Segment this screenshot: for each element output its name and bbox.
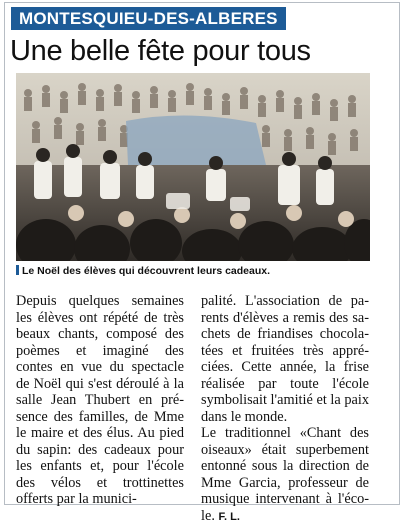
headline: Une belle fête pour tous bbox=[10, 35, 311, 67]
article-column-2 bbox=[201, 293, 369, 525]
caption-marker bbox=[16, 265, 19, 275]
article-column-1 bbox=[16, 293, 184, 508]
caption-text: Le Noël des élèves qui découvrent leurs cadeaux. bbox=[22, 265, 271, 277]
article-paragraph-chant bbox=[201, 425, 369, 525]
location-banner: MONTESQUIEU-DES-ALBERES bbox=[11, 7, 286, 30]
author-signature: F. L. bbox=[218, 510, 240, 523]
photo-illustration bbox=[16, 73, 370, 261]
article-photo bbox=[16, 73, 370, 261]
photo-caption bbox=[16, 264, 270, 278]
article-paragraph: Depuis quelques semaines les élèves ont répété de très beaux chants, composé des poèmes et imaginé des contes en vue du spectacle de Noël qui s'est déroulé à la salle Jean Thubert en présence des familles, de Mme le maire et des élus. Au pied du sapin: des cadeaux pour les enfants et, pour l'école des vélos et trottinettes offerts par la munici- bbox=[16, 293, 184, 507]
article-paragraph-text: Le traditionnel «Chant des oiseaux» était superbement entonné sous la direction de Mme Garcia, professeur de musique intervenant à l'école. bbox=[201, 425, 369, 524]
article-paragraph: palité. L'association de parents d'élèves a remis des sachets de friandises chocolatées et fruitées très appréciées. Cette année, la frise réalisée par toute l'école symbolisait l'amitié et la paix dans le monde. bbox=[201, 293, 369, 425]
